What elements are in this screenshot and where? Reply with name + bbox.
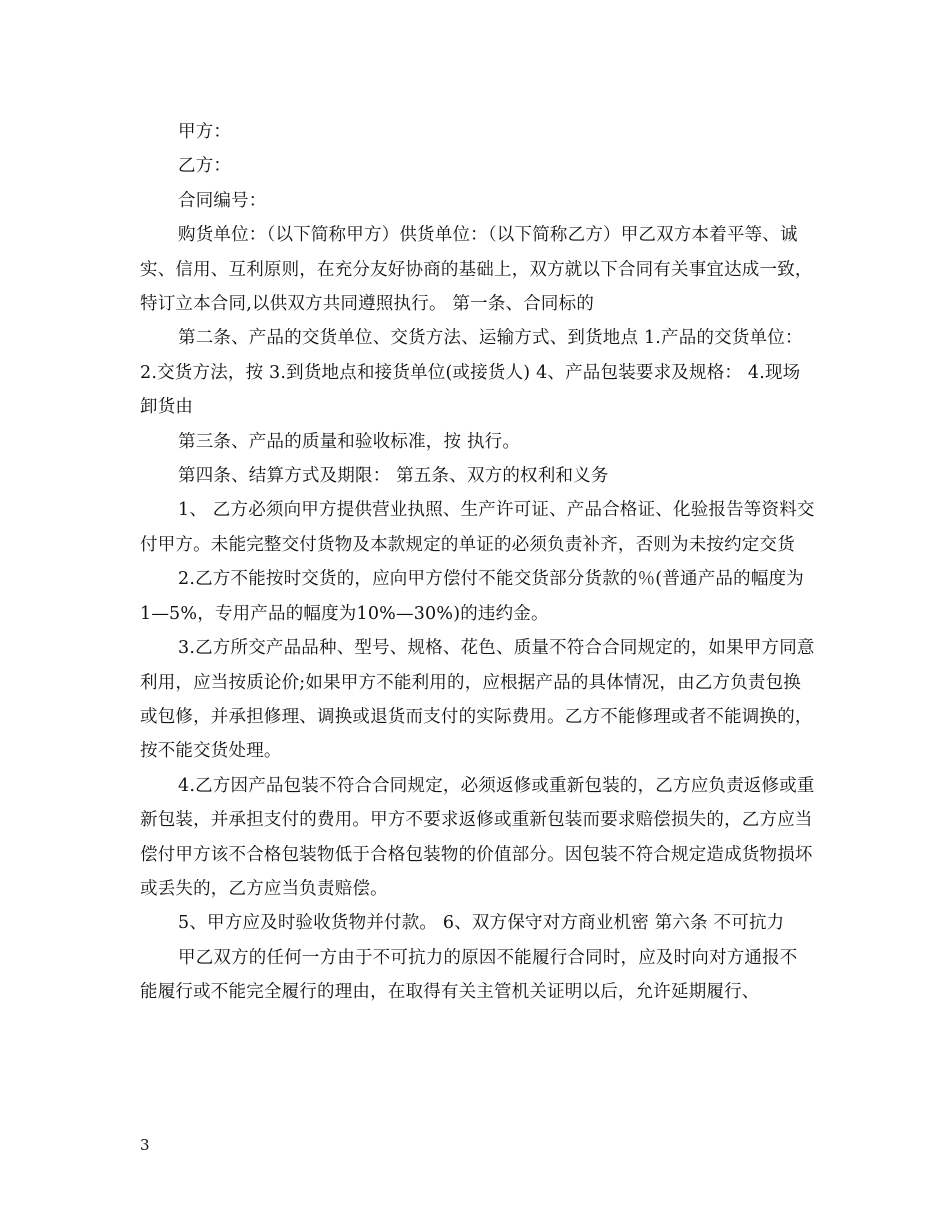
article-2-paragraph: 第二条、产品的交货单位、交货方法、运输方式、到货地点 1.产品的交货单位： 2.交货方法，按 3.到货地点和接货单位(或接货人) 4、产品包装要求及规格： 4.现场卸货由	[140, 328, 803, 418]
contract-number-line: 合同编号：	[178, 190, 267, 211]
clause-1-paragraph: 1、 乙方必须向甲方提供营业执照、生产许可证、产品合格证、化验报告等资料交付甲方。未能完整交付货物及本款规定的单证的必须负责补齐，否则为未按约定交货	[140, 500, 815, 555]
force-majeure-paragraph: 甲乙双方的任何一方由于不可抗力的原因不能履行合同时，应及时向对方通报不能履行或不能完全履行的理由，在取得有关主管机关证明以后，允许延期履行、	[140, 947, 798, 1003]
party-b-line: 乙方：	[178, 156, 232, 177]
page-number: 3	[140, 1136, 150, 1154]
clause-2-paragraph: 2.乙方不能按时交货的，应向甲方偿付不能交货部分货款的％(普通产品的幅度为1—5%，专用产品的幅度为10%—30%)的违约金。	[140, 569, 804, 624]
article-3-paragraph: 第三条、产品的质量和验收标准，按 执行。	[178, 431, 521, 452]
article-4-5-paragraph: 第四条、结算方式及期限： 第五条、双方的权利和义务	[178, 466, 609, 487]
contract-body	[140, 115, 815, 1010]
intro-paragraph: 购货单位：（以下简称甲方）供货单位：（以下简称乙方）甲乙双方本着平等、诚实、信用、互利原则，在充分友好协商的基础上，双方就以下合同有关事宜达成一致，特订立本合同,以供双方共同遵照执行。 第一条、合同标的	[140, 225, 813, 315]
clause-4-paragraph: 4.乙方因产品包装不符合合同规定，必须返修或重新包装的，乙方应负责返修或重新包装，并承担支付的费用。甲方不要求返修或重新包装而要求赔偿损失的，乙方应当偿付甲方该不合格包装物低于合格包装物的价值部分。因包装不符合规定造成货物损坏或丢失的，乙方应当负责赔偿。	[140, 775, 815, 899]
party-a-line: 甲方：	[178, 122, 232, 142]
clause-3-paragraph: 3.乙方所交产品品种、型号、规格、花色、质量不符合合同规定的，如果甲方同意利用，应当按质论价;如果甲方不能利用的，应根据产品的具体情况，由乙方负责包换或包修，并承担修理、调换或退货而支付的实际费用。乙方不能修理或者不能调换的，按不能交货处理。	[140, 638, 815, 762]
clause-5-6-paragraph: 5、甲方应及时验收货物并付款。 6、双方保守对方商业机密 第六条 不可抗力	[178, 913, 785, 934]
